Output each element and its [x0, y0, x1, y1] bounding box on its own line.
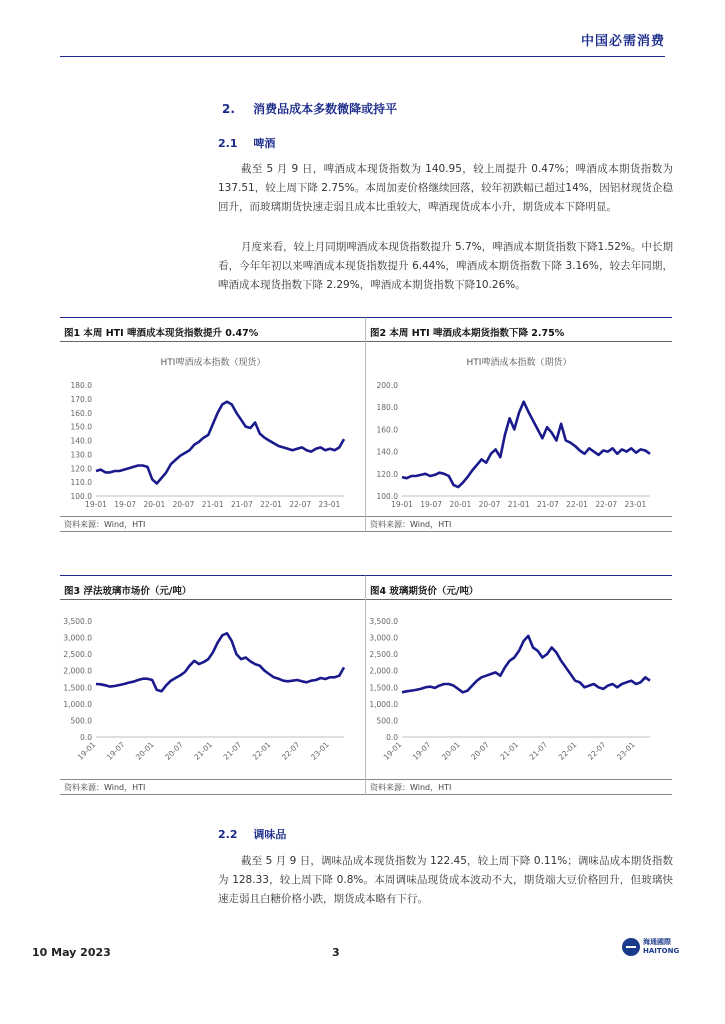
x-tick-label: 22-07: [595, 500, 618, 509]
y-tick-label: 0.0: [386, 733, 398, 742]
figure-title: 图3 浮法玻璃市场价（元/吨）: [60, 576, 365, 600]
section-heading: [222, 100, 397, 117]
subsection-number: 2.2: [218, 828, 238, 841]
haitong-logo-icon: [622, 938, 640, 956]
x-tick-label: 19-01: [75, 740, 98, 762]
logo-text-cn: 海通國際: [643, 938, 671, 946]
x-tick-label: 21-07: [230, 500, 253, 509]
x-tick-label: 21-01: [201, 500, 224, 509]
y-tick-label: 1,000.0: [369, 699, 398, 709]
y-tick-label: 100.0: [376, 492, 398, 501]
header-title: 中国必需消费: [580, 34, 665, 49]
x-tick-label: 20-07: [478, 500, 501, 509]
x-tick-label: 20-07: [163, 740, 185, 762]
y-tick-label: 160.0: [70, 408, 92, 418]
series-line: [402, 402, 650, 487]
chart-beer-futures: [366, 343, 672, 518]
figure-title: 图4 玻璃期货价（元/吨）: [366, 576, 672, 600]
figure-source: 资料来源：Wind，HTI: [60, 779, 365, 794]
y-tick-label: 180.0: [376, 403, 398, 413]
chart-beer-spot: [60, 343, 366, 518]
footer-logo: [622, 938, 679, 956]
x-tick-label: 19-01: [85, 500, 107, 509]
y-tick-label: 140.0: [70, 436, 92, 446]
y-tick-label: 120.0: [70, 464, 92, 474]
figure-title: 图2 本周 HTI 啤酒成本期货指数下降 2.75%: [366, 318, 672, 342]
x-tick-label: 20-07: [172, 500, 195, 509]
figure-1: [60, 317, 366, 532]
logo-text: [643, 938, 679, 956]
y-tick-label: 0.0: [80, 733, 92, 742]
paragraph-condiments: 截至 5 月 9 日，调味品成本现货指数为 122.45，较上周下降 0.11%；调味品成本期货指数为 128.33，较上周下降 0.8%。本周调味品现货成本波动不大，期货端大豆价格回升，但玻璃快速走弱且白糖价格小跌，期货成本略有下行。: [218, 855, 673, 905]
x-tick-label: 22-07: [279, 740, 302, 762]
x-tick-label: 22-01: [566, 500, 588, 509]
x-tick-label: 19-07: [410, 740, 433, 762]
paragraph-beer-monthly: 月度来看，较上月同期啤酒成本现货指数提升 5.7%，啤酒成本期货指数下降1.52%。中长期看，今年年初以来啤酒成本现货指数提升 6.44%，啤酒成本期货指数下降 3.16%，较去年同期，啤酒成本现货指数下降 2.29%，啤酒成本期货指数下降10.26%。: [218, 241, 673, 291]
series-line: [402, 636, 650, 692]
x-tick-label: 22-01: [260, 500, 282, 509]
x-tick-label: 19-01: [381, 740, 404, 762]
y-tick-label: 500.0: [70, 716, 92, 726]
y-tick-label: 140.0: [376, 447, 398, 457]
x-tick-label: 21-07: [527, 740, 550, 762]
x-tick-label: 20-01: [439, 740, 462, 762]
x-tick-label: 23-01: [624, 500, 647, 509]
y-tick-label: 180.0: [70, 381, 92, 390]
x-tick-label: 20-07: [469, 740, 491, 762]
y-tick-label: 3,000.0: [63, 633, 92, 643]
x-tick-label: 20-01: [449, 500, 472, 509]
chart-title: HTI啤酒成本指数（现货）: [160, 358, 266, 368]
section-title: 消费品成本多数微降或持平: [253, 102, 398, 116]
subsection-title: 啤酒: [253, 137, 276, 150]
figure-source: 资料来源：Wind，HTI: [60, 516, 365, 531]
chart-float-glass-price: [60, 601, 366, 779]
figure-title: 图1 本周 HTI 啤酒成本现货指数提升 0.47%: [60, 318, 365, 342]
y-tick-label: 170.0: [70, 394, 92, 404]
x-tick-label: 21-07: [536, 500, 559, 509]
subsection-heading-beer: [218, 135, 275, 151]
header-line: [60, 56, 665, 57]
x-tick-label: 20-01: [143, 500, 166, 509]
x-tick-label: 22-01: [556, 740, 579, 762]
y-tick-label: 500.0: [376, 716, 398, 726]
x-tick-label: 19-01: [391, 500, 413, 509]
chart-glass-futures-price: [366, 601, 672, 779]
chart-title: HTI啤酒成本指数（期货）: [466, 358, 572, 368]
figure-4: [366, 575, 672, 795]
x-tick-label: 22-01: [250, 740, 273, 762]
figure-source: 资料来源：Wind，HTI: [366, 779, 672, 794]
x-tick-label: 20-01: [133, 740, 156, 762]
x-tick-label: 22-07: [289, 500, 312, 509]
y-tick-label: 2,500.0: [369, 650, 398, 660]
y-tick-label: 3,500.0: [369, 617, 398, 626]
x-tick-label: 23-01: [615, 740, 637, 762]
x-tick-label: 19-07: [420, 500, 443, 509]
y-tick-label: 3,000.0: [369, 633, 398, 643]
footer-date: 10 May 2023: [32, 946, 111, 959]
x-tick-label: 19-07: [104, 740, 127, 762]
logo-text-en: HAITONG: [643, 947, 680, 955]
subsection-number: 2.1: [218, 137, 238, 150]
y-tick-label: 200.0: [376, 381, 398, 390]
figure-2: [366, 317, 672, 532]
y-tick-label: 1,500.0: [369, 683, 398, 693]
paragraph-beer-weekly: 截至 5 月 9 日，啤酒成本现货指数为 140.95，较上周提升 0.47%；啤酒成本期货指数为 137.51，较上周下降 2.75%。本周加麦价格继续回落，较年初跌幅已超过14%，因铝材现货企稳回升，而玻璃期货快速走弱且成本比重较大，啤酒现货成本小升，期货成本下降明显。: [218, 163, 673, 213]
figure-3: [60, 575, 366, 795]
x-tick-label: 23-01: [309, 740, 331, 762]
x-tick-label: 19-07: [114, 500, 137, 509]
y-tick-label: 120.0: [376, 469, 398, 479]
x-tick-label: 21-01: [192, 740, 215, 762]
subsection-heading-condiments: [218, 826, 286, 842]
x-tick-label: 21-07: [221, 740, 244, 762]
y-tick-label: 150.0: [70, 422, 92, 432]
series-line: [96, 633, 344, 691]
y-tick-label: 2,000.0: [369, 666, 398, 676]
x-tick-label: 23-01: [318, 500, 341, 509]
y-tick-label: 100.0: [70, 492, 92, 501]
x-tick-label: 21-01: [507, 500, 530, 509]
page-number: 3: [332, 946, 340, 959]
y-tick-label: 3,500.0: [63, 617, 92, 626]
y-tick-label: 160.0: [376, 425, 398, 435]
y-tick-label: 110.0: [70, 478, 92, 488]
series-line: [96, 402, 344, 484]
y-tick-label: 130.0: [70, 450, 92, 460]
figure-source: 资料来源：Wind，HTI: [366, 516, 672, 531]
subsection-title: 调味品: [253, 828, 287, 841]
section-number: 2.: [222, 102, 235, 116]
y-tick-label: 1,000.0: [63, 699, 92, 709]
x-tick-label: 21-01: [498, 740, 521, 762]
y-tick-label: 1,500.0: [63, 683, 92, 693]
y-tick-label: 2,500.0: [63, 650, 92, 660]
y-tick-label: 2,000.0: [63, 666, 92, 676]
x-tick-label: 22-07: [585, 740, 608, 762]
